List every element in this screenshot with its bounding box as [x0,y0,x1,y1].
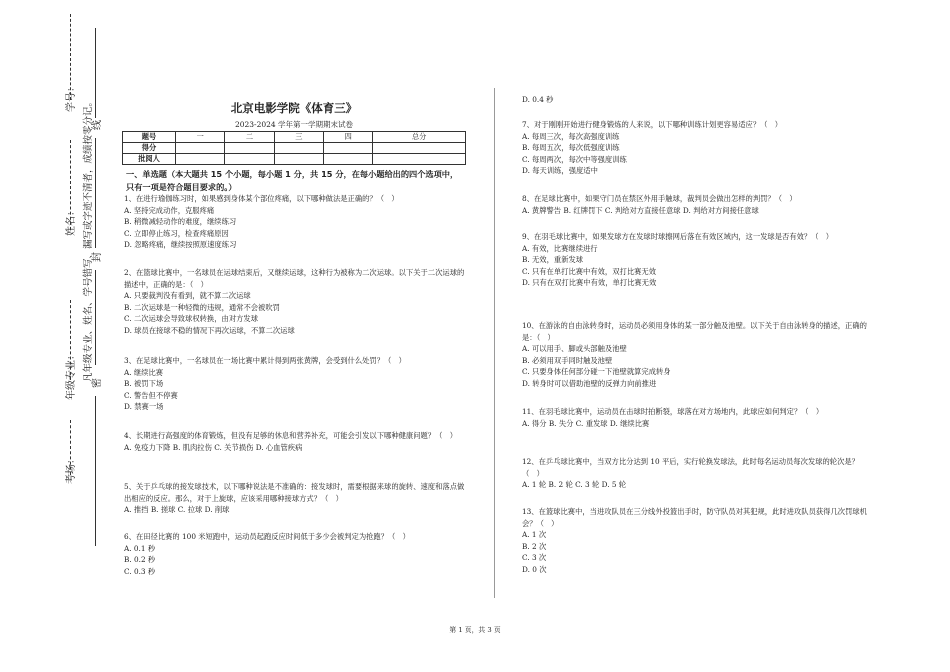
score-row [123,143,466,154]
binding-strip [0,0,112,672]
question-option: A. 坚持完成动作，克服疼痛 [124,205,215,215]
xian-mark: 线 [92,120,103,130]
question-option: C. 3 次 [522,553,547,563]
grader-cell[interactable] [225,154,274,165]
exam-title: 北京电影学院《体育三》 [230,101,358,115]
question-option: D. 忽略疼痛，继续按照原速度练习 [124,240,237,250]
question-option: C. 每周两次，每次中等强度训练 [522,154,627,164]
question-option: B. 被罚下场 [124,379,164,389]
score-header-cell: 二 [225,132,274,143]
question-10 [522,320,872,390]
question-option: A. 0.1 秒 [124,543,156,553]
grade-major-blank [70,300,71,380]
binding-line-mid2 [95,270,96,365]
question-option: C. 只要身体任何部分碰一下池壁就算完成转身 [522,367,671,377]
question-4 [124,430,468,453]
question-9 [522,231,872,289]
question-option: D. 转身时可以借助池壁的反弹力向前推进 [522,378,657,388]
score-cell[interactable] [324,143,373,154]
question-stem: 12、在乒乓球比赛中，当双方比分达到 10 平后，实行轮换发球法，此时每名运动员每次发球的轮次是？（ ） [522,457,859,478]
name-blank [70,140,71,230]
question-option: A. 1 轮 B. 2 轮 C. 3 轮 D. 5 轮 [522,480,627,490]
score-cell[interactable] [225,143,274,154]
exam-room-blank [70,420,71,475]
score-cell[interactable] [274,143,323,154]
question-option: D. 每天训练，强度适中 [522,166,598,176]
question-option: B. 2 次 [522,541,547,551]
score-cell[interactable] [373,143,466,154]
question-option: B. 每周五次，每次低强度训练 [522,143,620,153]
score-table [122,131,466,165]
grader-cell[interactable] [176,154,225,165]
question-6 [124,531,468,577]
question-stem: 9、在羽毛球比赛中，如果发球方在发球时球擦网后落在有效区域内，这一发球是否有效？（ ） [522,232,834,241]
question-option: B. 必须用双手同时触及池壁 [522,355,613,365]
grader-cell[interactable] [274,154,323,165]
question-1 [124,193,468,251]
question-option: A. 推挡 B. 搓球 C. 拉球 D. 削球 [124,505,230,515]
question-option: A. 黄牌警告 B. 红牌罚下 C. 判给对方直接任意球 D. 判给对方间接任意球 [522,205,759,215]
grade-major-label: 年级专业： [66,350,77,400]
binding-line-mid [95,138,96,248]
question-stem: 6、在田径比赛的 100 米短跑中，运动员起跑反应时间低于多少会被判定为抢跑？（ ） [124,532,410,541]
question-option: A. 可以用手、脚或头部触及池壁 [522,344,627,354]
question-stem: 7、对于刚刚开始进行健身锻炼的人来说，以下哪种训练计划更容易适应？（ ） [522,120,783,129]
score-header-cell: 一 [176,132,225,143]
score-header-cell: 题号 [123,132,176,143]
score-row-label: 得分 [123,143,176,154]
question-13 [522,506,872,576]
score-table-header-row [123,132,466,143]
page-footer: 第 1 页，共 3 页 [449,626,501,634]
question-option: A. 免疫力下降 B. 肌肉拉伤 C. 关节损伤 D. 心血管疾病 [124,442,303,452]
binding-line-bottom [95,396,96,546]
name-label: 姓名： [66,206,77,236]
question-option: D. 禁赛一场 [124,402,164,412]
question-stem: 4、长期进行高强度的体育锻炼，但没有足够的休息和营养补充，可能会引发以下哪种健康问题？（ ） [124,431,457,440]
question-option: C. 二次运球会导致球权转换，由对方发球 [124,314,259,324]
question-option: B. 二次运球是一种轻微的违规，通常不会被吹罚 [124,302,280,312]
binding-line-top [95,28,96,118]
grader-row-label: 批阅人 [123,154,176,165]
question-stem: 2、在篮球比赛中，一名球员在运球结束后，又继续运球，这种行为被称为二次运球。以下关于二次运球的描述中，正确的是：（ ） [124,268,465,289]
question-2 [124,267,468,337]
question-option: D. 0.4 秒 [522,95,554,104]
question-option: B. 无效，重新发球 [522,255,584,265]
grader-cell[interactable] [324,154,373,165]
grader-cell[interactable] [373,154,466,165]
question-6-continued [522,94,872,106]
question-option: A. 1 次 [522,530,547,540]
question-option: B. 稍微减轻动作的难度，继续练习 [124,217,237,227]
question-stem: 1、在进行瑜伽练习时，如果感到身体某个部位疼痛，以下哪种做法是正确的？（ ） [124,194,399,203]
question-8 [522,193,872,216]
question-option: D. 0 次 [522,564,547,574]
question-option: C. 0.3 秒 [124,566,156,576]
question-option: C. 只有在单打比赛中有效，双打比赛无效 [522,266,657,276]
question-option: D. 球员在接球不稳的情况下再次运球，不算二次运球 [124,325,295,335]
question-stem: 13、在篮球比赛中，当进攻队员在三分线外投篮出手时，防守队员对其犯规，此时进攻队员获得几次罚球机会？（ ） [522,507,867,528]
question-stem: 5、关于乒乓球的接发球技术，以下哪种说法是不准确的：接发球时，需要根据来球的旋转、速度和落点做出相应的反应。那么，对于上旋球，应该采用哪种接球方式？（ ） [124,482,465,503]
binding-warning: 凡年级专业、姓名、学号错写、漏写或字迹不清者，成绩按零分记。 [83,96,94,382]
question-option: A. 有效，比赛继续进行 [522,243,598,253]
exam-room-label: 考场： [66,454,77,484]
question-5 [124,481,468,516]
feng-mark: 封 [92,252,103,262]
question-12 [522,456,872,491]
score-header-cell: 四 [324,132,373,143]
question-option: A. 每周三次，每次高强度训练 [522,131,620,141]
question-11 [522,406,872,429]
student-id-label: 学号： [66,82,77,112]
exam-subtitle: 2023-2024 学年第一学期期末试卷 [234,120,354,129]
score-cell[interactable] [176,143,225,154]
score-header-cell: 总分 [373,132,466,143]
grader-row [123,154,466,165]
column-divider [494,88,495,598]
score-header-cell: 三 [274,132,323,143]
question-option: B. 0.2 秒 [124,555,156,565]
question-option: C. 警告但不停赛 [124,390,178,400]
question-option: C. 立即停止练习，检查疼痛原因 [124,228,229,238]
mi-mark: 密 [92,378,103,388]
question-stem: 3、在足球比赛中，一名球员在一场比赛中累计得到两张黄牌，会受到什么处罚？（ ） [124,356,406,365]
question-stem: 10、在游泳的自由泳转身时，运动员必须用身体的某一部分触及池壁。以下关于自由泳转身的描述，正确的是：（ ） [522,321,867,342]
question-3 [124,355,468,413]
question-option: A. 继续比赛 [124,367,164,377]
question-option: A. 只要裁判没有看到，就不算二次运球 [124,291,251,301]
question-stem: 8、在足球比赛中，如果守门员在禁区外用手触球，裁判员会做出怎样的判罚？（ ） [522,194,797,203]
question-stem: 11、在羽毛球比赛中，运动员在击球时拍断裂，球落在对方场地内，此球应如何判定？（ ） [522,407,824,416]
student-id-blank [70,14,71,100]
question-option: D. 只有在双打比赛中有效，单打比赛无效 [522,278,657,288]
question-option: A. 得分 B. 失分 C. 重发球 D. 继续比赛 [522,418,650,428]
question-7 [522,119,872,177]
section-one-heading: 一、单选题（本大题共 15 个小题，每小题 1 分，共 15 分，在每小题给出的四个选项中，只有一项是符合题目要求的。） [126,169,459,192]
